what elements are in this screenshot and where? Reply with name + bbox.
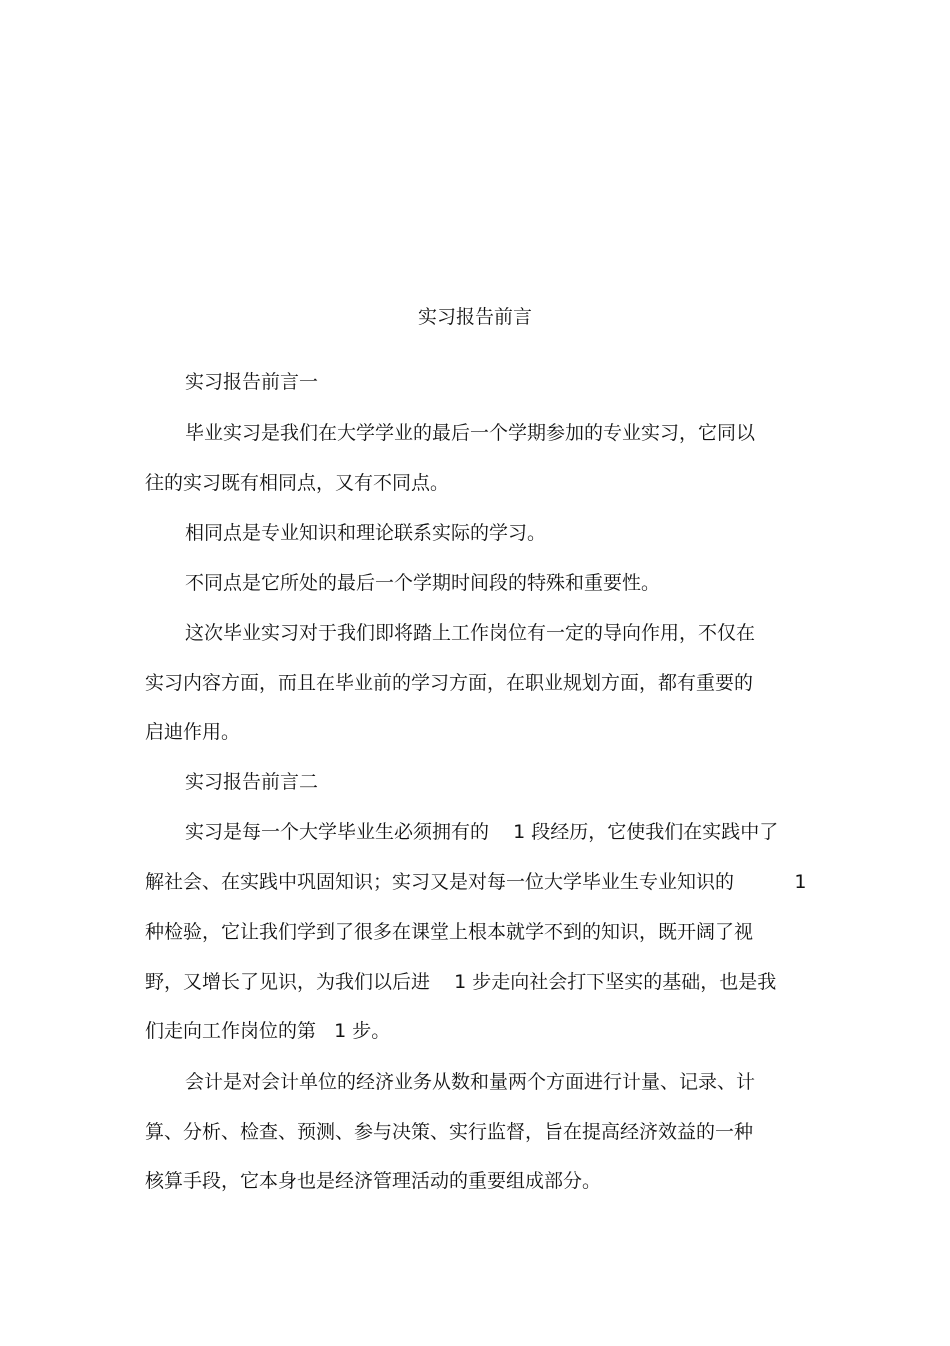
- paragraph-line: 核算手段，它本身也是经济管理活动的重要组成部分。: [145, 1170, 602, 1192]
- paragraph-line: 算、分析、检查、预测、参与决策、实行监督，旨在提高经济效益的一种: [145, 1121, 754, 1143]
- paragraph-line: 会计是对会计单位的经济业务从数和量两个方面进行计量、记录、计: [185, 1071, 756, 1093]
- section-heading-one: 实习报告前言一: [185, 371, 319, 393]
- paragraph-line: 们走向工作岗位的第 1 步。: [145, 1020, 391, 1042]
- paragraph-line: 往的实习既有相同点，又有不同点。: [145, 472, 450, 494]
- paragraph-line: 野，又增长了见识，为我们以后进 1 步走向社会打下坚实的基础，也是我: [145, 971, 777, 993]
- paragraph-line: 毕业实习是我们在大学学业的最后一个学期参加的专业实习，它同以: [185, 422, 756, 444]
- paragraph-line: 实习是每一个大学毕业生必须拥有的 1 段经历，它使我们在实践中了: [185, 821, 779, 843]
- document-title: 实习报告前言: [417, 306, 532, 328]
- paragraph-line: 实习内容方面，而且在毕业前的学习方面，在职业规划方面，都有重要的: [145, 672, 754, 694]
- paragraph-line: 种检验，它让我们学到了很多在课堂上根本就学不到的知识，既开阔了视: [145, 921, 754, 943]
- paragraph-line: 相同点是专业知识和理论联系实际的学习。: [185, 522, 547, 544]
- section-heading-two: 实习报告前言二: [185, 771, 319, 793]
- paragraph-line: 启迪作用。: [145, 721, 241, 743]
- paragraph-line: 不同点是它所处的最后一个学期时间段的特殊和重要性。: [185, 572, 661, 594]
- paragraph-line: 解社会、在实践中巩固知识；实习又是对每一位大学毕业生专业知识的 1: [145, 871, 807, 893]
- paragraph-line: 这次毕业实习对于我们即将踏上工作岗位有一定的导向作用，不仅在: [185, 622, 756, 644]
